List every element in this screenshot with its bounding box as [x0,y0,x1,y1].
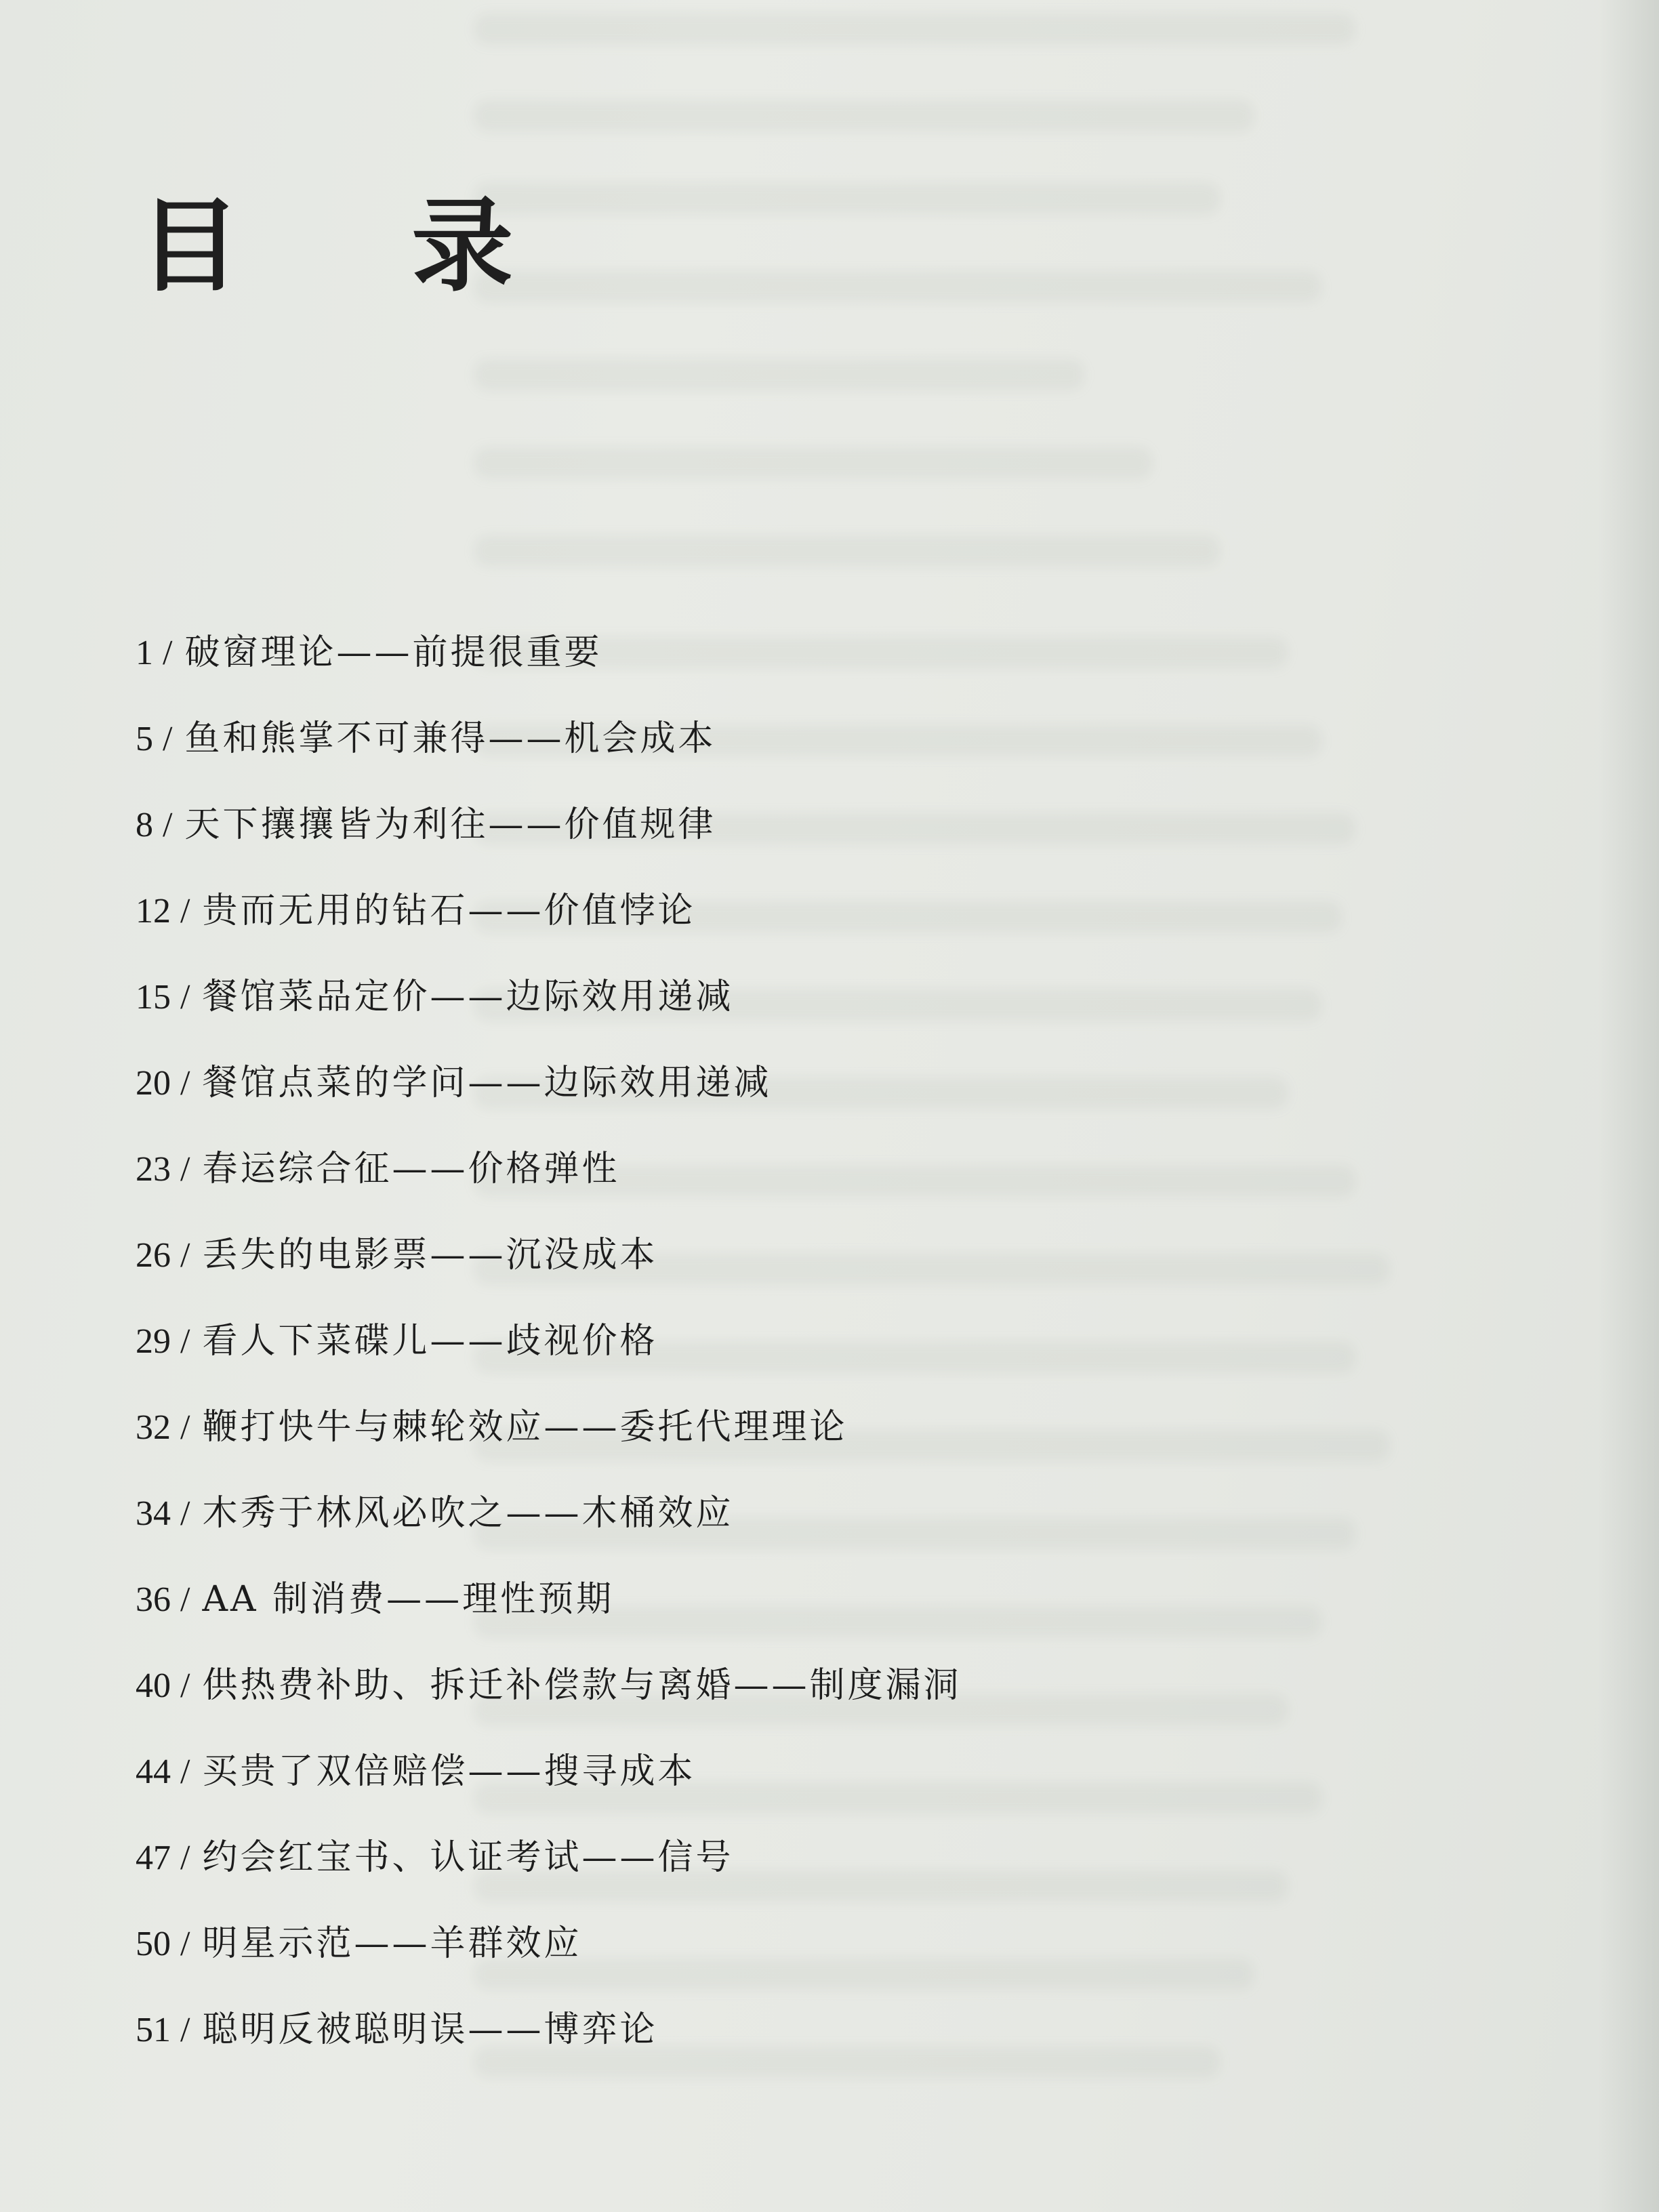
toc-entry [136,1140,1423,1226]
toc-entry-title: 聪明反被聪明误——博弈论 [202,2009,658,2050]
toc-separator: / [180,892,190,930]
toc-separator: / [180,1150,190,1189]
toc-page-number: 15 [136,978,171,1017]
toc-entry [136,882,1423,968]
toc-separator: / [180,978,190,1017]
toc-page-number: 20 [136,1064,171,1103]
toc-entry-title: 春运综合征——价格弹性 [202,1149,620,1189]
toc-page-number: 1 [136,634,153,672]
toc-entry-title: 鱼和熊掌不可兼得——机会成本 [184,718,716,759]
toc-entry-title: AA 制消费——理性预期 [202,1579,615,1620]
toc-page-number: 32 [136,1408,171,1447]
toc-entry-title: 破窗理论——前提很重要 [184,632,602,673]
toc-entry [136,710,1423,796]
toc-page-number: 26 [136,1236,171,1275]
toc-page-number: 8 [136,806,153,844]
toc-separator: / [180,1925,190,1963]
show-through-line [474,271,1322,302]
toc-entry-title: 餐馆菜品定价——边际效用递减 [202,977,734,1017]
toc-entry [136,1226,1423,1312]
show-through-line [474,535,1220,567]
toc-entry [136,623,1423,710]
toc-separator: / [180,1236,190,1275]
toc-separator: / [180,1839,190,1877]
toc-page-number: 44 [136,1753,171,1791]
toc-entry-title: 餐馆点菜的学问——边际效用递减 [202,1063,772,1103]
toc-separator: / [180,1322,190,1361]
toc-page-number: 51 [136,2011,171,2049]
toc-entry-title: 明星示范——羊群效应 [202,1923,582,1964]
toc-separator: / [163,720,173,758]
toc-entry [136,1570,1423,1656]
toc-separator: / [180,2011,190,2049]
toc-page-number: 50 [136,1925,171,1963]
toc-page-number: 40 [136,1666,171,1705]
toc-separator: / [180,1064,190,1103]
toc-entry-title: 买贵了双倍赔偿——搜寻成本 [202,1751,696,1792]
toc-separator: / [180,1494,190,1533]
toc-entry [136,1828,1423,1914]
page-title: 目 录 [139,186,581,306]
toc-entry [136,1312,1423,1398]
toc-entry [136,1054,1423,1140]
toc-entry-title: 供热费补助、拆迁补偿款与离婚——制度漏洞 [202,1665,962,1706]
toc-separator: / [180,1580,190,1619]
toc-entry-title: 贵而无用的钻石——价值悖论 [202,890,696,931]
toc-page-number: 5 [136,720,153,758]
toc-page-number: 36 [136,1580,171,1619]
toc-entry-title: 看人下菜碟儿——歧视价格 [202,1321,658,1361]
toc-entry [136,2001,1423,2087]
toc-entry-title: 天下攘攘皆为利往——价值规律 [184,804,716,845]
show-through-line [474,183,1220,214]
toc-entry [136,1914,1423,2001]
toc-page-number: 29 [136,1322,171,1361]
toc-separator: / [163,634,173,672]
toc-separator: / [180,1753,190,1791]
toc-separator: / [163,806,173,844]
toc-separator: / [180,1666,190,1705]
page-edge-shadow [1598,0,1659,2212]
toc-entry-title: 鞭打快牛与棘轮效应——委托代理理论 [202,1407,848,1448]
toc-entry [136,1398,1423,1484]
toc-separator: / [180,1408,190,1447]
show-through-line [474,14,1355,45]
toc-entry [136,1742,1423,1828]
toc-page-number: 23 [136,1150,171,1189]
toc-entry [136,968,1423,1054]
toc-entry-title: 木秀于林风必吹之——木桶效应 [202,1493,734,1534]
toc-entry [136,1656,1423,1742]
toc-entry-title: 约会红宝书、认证考试——信号 [202,1837,734,1878]
toc-page-number: 47 [136,1839,171,1877]
show-through-line [474,100,1254,131]
toc-entry-title: 丢失的电影票——沉没成本 [202,1235,658,1275]
toc-page-number: 34 [136,1494,171,1533]
show-through-line [474,447,1152,478]
toc-entry [136,796,1423,882]
table-of-contents [136,623,1423,2087]
toc-page-number: 12 [136,892,171,930]
show-through-line [474,359,1084,390]
toc-entry [136,1484,1423,1570]
